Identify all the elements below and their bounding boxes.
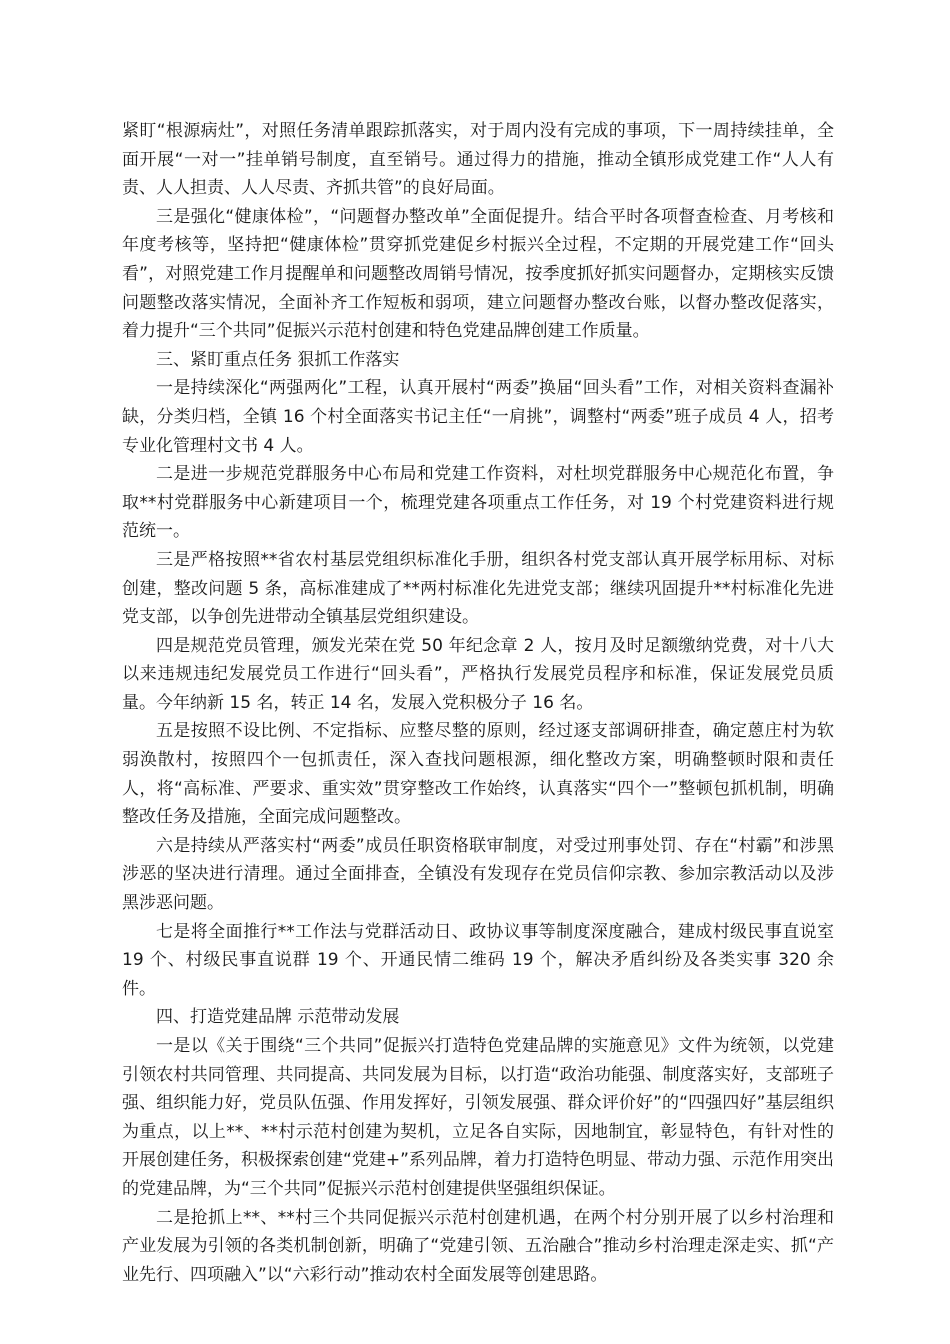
paragraph-brand-2: 二是抢抓上**、**村三个共同促振兴示范村创建机遇，在两个村分别开展了以乡村治理和产业发展为引领的各类机制创新，明确了“党建引领、五治融合”推动乡村治理走深走实、抓“产业先行、四项融入”以“六彩行动”推动农村全面发展等创建思路。 — [122, 1207, 834, 1285]
paragraph-item-1: 一是持续深化“两强两化”工程，认真开展村“两委”换届“回头看”工作，对相关资料查漏补缺，分类归档，全镇 16 个村全面落实书记主任“一肩挑”，调整村“两委”班子成员 4 人，招考专业化管理村文书 4 人。 — [122, 378, 834, 456]
paragraph-item-4: 四是规范党员管理，颁发光荣在党 50 年纪念章 2 人，按月及时足额缴纳党费，对十八大以来违规违纪发展党员工作进行“回头看”，严格执行发展党员程序和标准，保证发展党员质量。今年纳新 15 名，转正 14 名，发展入党积极分子 16 名。 — [122, 635, 834, 713]
paragraph-item-6: 六是持续从严落实村“两委”成员任职资格联审制度，对受过刑事处罚、存在“村霸”和涉黑涉恶的坚决进行清理。通过全面排查，全镇没有发现存在党员信仰宗教、参加宗教活动以及涉黑涉恶问题。 — [122, 835, 834, 914]
section-heading-3: 三、紧盯重点任务 狠抓工作落实 — [156, 349, 400, 370]
paragraph-health-check: 三是强化“健康体检”，“问题督办整改单”全面促提升。结合平时各项督查检查、月考核和年度考核等，坚持把“健康体检”贯穿抓党建促乡村振兴全过程，不定期的开展党建工作“回头看”，对照党建工作月提醒单和问题整改周销号情况，按季度抓好抓实问题督办，定期核实反馈问题整改落实情况，全面补齐工作短板和弱项，建立问题督办整改台账，以督办整改促落实，着力提升“三个共同”促振兴示范村创建和特色党建品牌创建工作质量。 — [122, 206, 834, 342]
paragraph-item-7: 七是将全面推行**工作法与党群活动日、政协议事等制度深度融合，建成村级民事直说室 19 个、村级民事直说群 19 个、开通民情二维码 19 个，解决矛盾纠纷及各类实事 320 余件。 — [122, 921, 834, 999]
section-heading-4: 四、打造党建品牌 示范带动发展 — [156, 1007, 400, 1028]
paragraph-item-2: 二是进一步规范党群服务中心布局和党建工作资料，对杜坝党群服务中心规范化布置，争取**村党群服务中心新建项目一个，梳理党建各项重点工作任务，对 19 个村党建资料进行规范统一。 — [122, 464, 834, 542]
document-body — [122, 117, 834, 1289]
paragraph-item-3: 三是严格按照**省农村基层党组织标准化手册，组织各村党支部认真开展学标用标、对标创建，整改问题 5 条，高标准建成了**两村标准化先进党支部；继续巩固提升**村标准化先进党支部，以争创先进带动全镇基层党组织建设。 — [122, 549, 834, 628]
paragraph-continuation: 紧盯“根源病灶”，对照任务清单跟踪抓落实，对于周内没有完成的事项，下一周持续挂单，全面开展“一对一”挂单销号制度，直至销号。通过得力的措施，推动全镇形成党建工作“人人有责、人人担责、人人尽责、齐抓共管”的良好局面。 — [122, 121, 834, 199]
paragraph-brand-1: 一是以《关于围绕“三个共同”促振兴打造特色党建品牌的实施意见》文件为统领，以党建引领农村共同管理、共同提高、共同发展为目标，以打造“政治功能强、制度落实好，支部班子强、组织能力好，党员队伍强、作用发挥好，引领发展强、群众评价好”的“四强四好”基层组织为重点，以上**、**村示范村创建为契机，立足各自实际，因地制宜，彰显特色，有针对性的开展创建任务，积极探索创建“党建+”系列品牌，着力打造特色明显、带动力强、示范作用突出的党建品牌，为“三个共同”促振兴示范村创建提供坚强组织保证。 — [122, 1036, 834, 1199]
paragraph-item-5: 五是按照不设比例、不定指标、应整尽整的原则，经过逐支部调研排查，确定蒽庄村为软弱涣散村，按照四个一包抓责任，深入查找问题根源，细化整改方案，明确整顿时限和责任人，将“高标准、严要求、重实效”贯穿整改工作始终，认真落实“四个一”整顿包抓机制，明确整改任务及措施，全面完成问题整改。 — [122, 721, 834, 828]
